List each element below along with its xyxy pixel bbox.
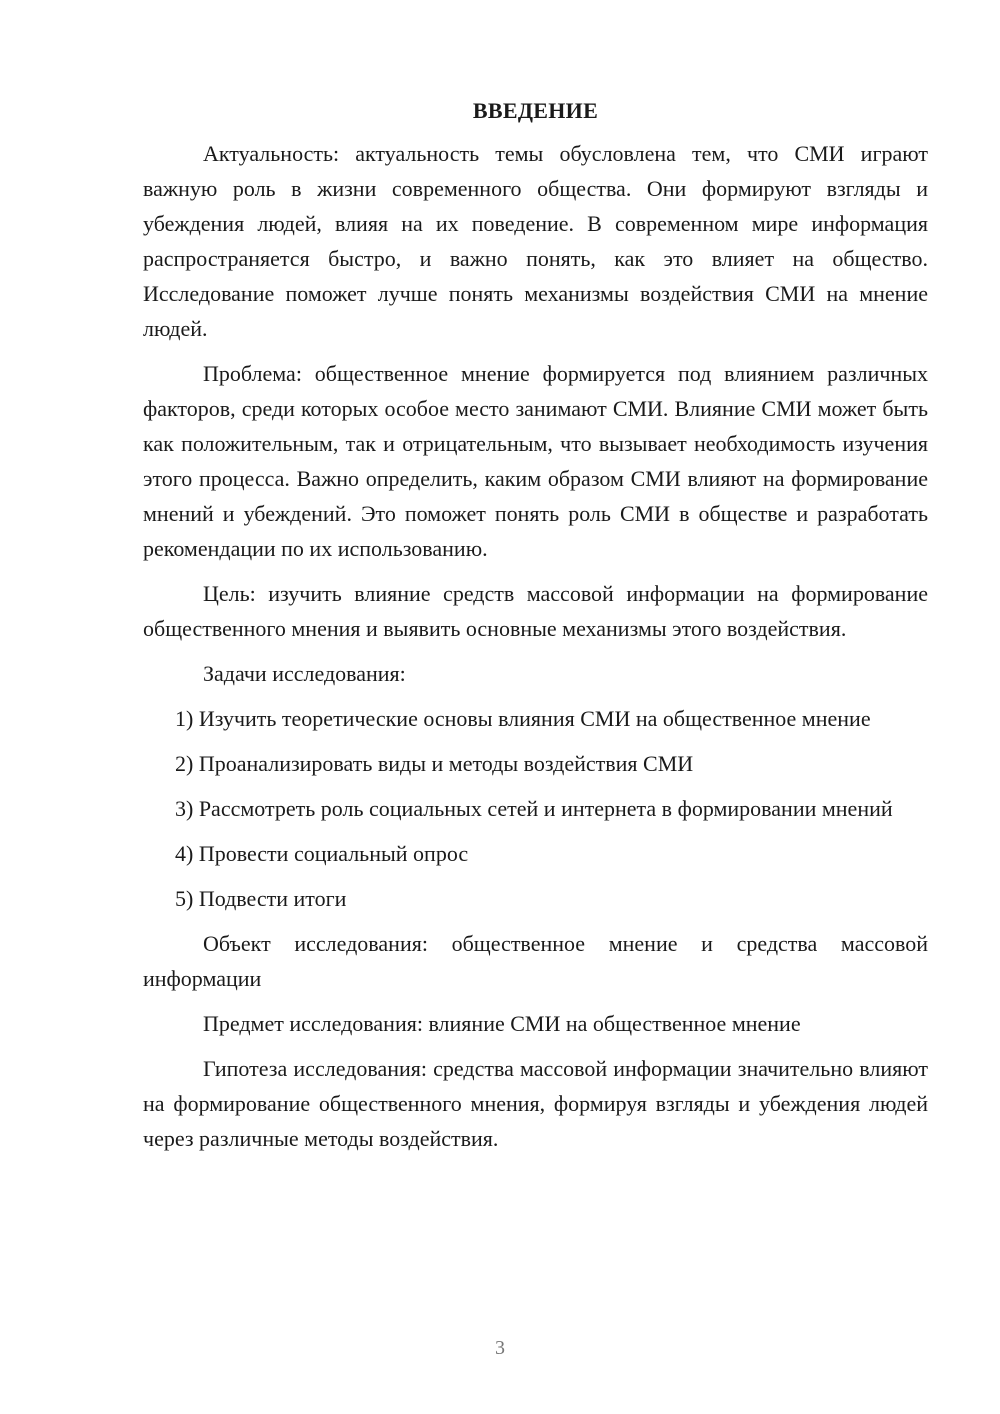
section-title: ВВЕДЕНИЕ xyxy=(472,98,599,123)
paragraph-object: Объект исследования: общественное мнение и средства массовой информации xyxy=(143,931,928,991)
task-item-3: 3) Рассмотреть роль социальных сетей и интернета в формировании мнений xyxy=(175,796,893,821)
task-item-5: 5) Подвести итоги xyxy=(175,886,347,911)
task-item-4: 4) Провести социальный опрос xyxy=(175,841,469,866)
page-number: 3 xyxy=(495,1337,505,1359)
paragraph-subject: Предмет исследования: влияние СМИ на общественное мнение xyxy=(203,1011,801,1036)
paragraph-hypothesis: Гипотеза исследования: средства массовой информации значительно влияют на формирование общественного мнения, формируя взгляды и убеждения людей через различные методы воздействия. xyxy=(143,1056,928,1151)
paragraph-problem: Проблема: общественное мнение формируется под влиянием различных факторов, среди которых особое место занимают СМИ. Влияние СМИ может быть как положительным, так и отрицательным, что вызывает необходимость изучения этого процесса. Важно определить, каким образом СМИ влияют на формирование мнений и убеждений. Это поможет понять роль СМИ в обществе и разработать рекомендации по их использованию. xyxy=(143,361,928,561)
paragraph-goal: Цель: изучить влияние средств массовой информации на формирование общественного мнения и выявить основные механизмы этого воздействия. xyxy=(143,581,928,641)
paragraph-relevance: Актуальность: актуальность темы обусловлена тем, что СМИ играют важную роль в жизни современного общества. Они формируют взгляды и убеждения людей, влияя на их поведение. В современном мире информация распространяется быстро, и важно понять, как это влияет на общество. Исследование поможет лучше понять механизмы воздействия СМИ на мнение людей. xyxy=(143,141,928,341)
task-item-2: 2) Проанализировать виды и методы воздействия СМИ xyxy=(175,751,694,776)
page-content xyxy=(143,94,928,1166)
paragraph-tasks-heading: Задачи исследования: xyxy=(203,661,406,686)
task-item-1: 1) Изучить теоретические основы влияния СМИ на общественное мнение xyxy=(175,706,871,731)
